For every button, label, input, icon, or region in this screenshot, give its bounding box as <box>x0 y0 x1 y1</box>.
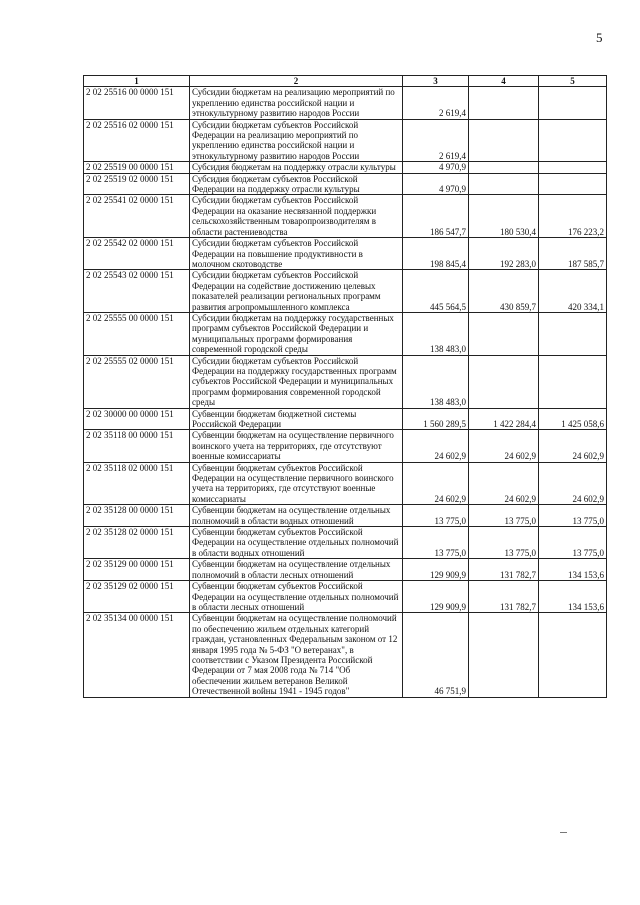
row-amount-col5-cell <box>539 87 607 119</box>
row-code-cell: 2 02 35129 02 0000 151 <box>84 581 190 613</box>
table-row <box>84 559 607 581</box>
row-amount-col4-cell <box>469 613 539 697</box>
row-description-cell: Субсидии бюджетам субъектов Российской Федерации на реализацию мероприятий по укреплению единства российской нации и этнокультурному развитию народов России <box>190 119 403 162</box>
row-amount-col3-cell: 1 560 289,5 <box>403 408 469 430</box>
row-amount-col3-cell: 138 483,0 <box>403 312 469 355</box>
row-code-cell: 2 02 25516 02 0000 151 <box>84 119 190 162</box>
row-amount-col5-cell <box>539 119 607 162</box>
row-code-cell: 2 02 35118 02 0000 151 <box>84 462 190 505</box>
row-amount-col5-cell: 24 602,9 <box>539 462 607 505</box>
row-amount-col5-cell: 13 775,0 <box>539 527 607 559</box>
row-code-cell: 2 02 25555 02 0000 151 <box>84 355 190 408</box>
row-amount-col4-cell: 13 775,0 <box>469 505 539 527</box>
row-amount-col3-cell: 13 775,0 <box>403 527 469 559</box>
table-row <box>84 162 607 173</box>
row-amount-col3-cell: 138 483,0 <box>403 355 469 408</box>
row-description-cell: Субвенции бюджетам бюджетной системы Российской Федерации <box>190 408 403 430</box>
page-number: 5 <box>596 30 603 45</box>
row-code-cell: 2 02 25519 02 0000 151 <box>84 173 190 195</box>
table-row <box>84 462 607 505</box>
row-description-cell: Субсидии бюджетам на поддержку государственных программ субъектов Российской Федерации и муниципальных программ формирования современной городской среды <box>190 312 403 355</box>
row-amount-col3-cell: 198 845,4 <box>403 238 469 270</box>
row-amount-col5-cell: 13 775,0 <box>539 505 607 527</box>
row-amount-col5-cell: 24 602,9 <box>539 430 607 462</box>
row-amount-col3-cell: 445 564,5 <box>403 270 469 313</box>
row-description-cell: Субвенции бюджетам на осуществление полномочий по обеспечению жильем отдельных категорий граждан, установленных Федеральным законом от 12 января 1995 года № 5-ФЗ "О ветеранах", в соответствии с Указом Президента Российской Федерации от 7 мая 2008 года № 714 "Об обеспечении жильем ветеранов Великой Отечественной войны 1941 - 1945 годов" <box>190 613 403 697</box>
table-row <box>84 527 607 559</box>
row-code-cell: 2 02 25555 00 0000 151 <box>84 312 190 355</box>
column-header-3: 3 <box>403 76 469 87</box>
row-amount-col4-cell <box>469 162 539 173</box>
row-amount-col4-cell <box>469 312 539 355</box>
row-description-cell: Субсидии бюджетам субъектов Российской Федерации на оказание несвязанной поддержки сельскохозяйственным товаропроизводителям в области растениеводства <box>190 195 403 238</box>
row-amount-col4-cell: 192 283,0 <box>469 238 539 270</box>
table-row <box>84 408 607 430</box>
row-amount-col5-cell <box>539 162 607 173</box>
row-amount-col4-cell: 13 775,0 <box>469 527 539 559</box>
row-description-cell: Субсидии бюджетам субъектов Российской Федерации на содействие достижению целевых показателей реализации региональных программ развития агропромышленного комплекса <box>190 270 403 313</box>
row-amount-col4-cell: 131 782,7 <box>469 559 539 581</box>
column-header-4: 4 <box>469 76 539 87</box>
budget-table <box>83 75 607 698</box>
table-row <box>84 270 607 313</box>
table-row <box>84 312 607 355</box>
row-description-cell: Субвенции бюджетам на осуществление отдельных полномочий в области лесных отношений <box>190 559 403 581</box>
row-amount-col4-cell: 180 530,4 <box>469 195 539 238</box>
table-row <box>84 173 607 195</box>
row-amount-col5-cell: 187 585,7 <box>539 238 607 270</box>
row-description-cell: Субсидия бюджетам на поддержку отрасли культуры <box>190 162 403 173</box>
table-row <box>84 119 607 162</box>
row-description-cell: Субвенции бюджетам субъектов Российской Федерации на осуществление первичного воинского учета на территориях, где отсутствуют военные комиссариаты <box>190 462 403 505</box>
row-description-cell: Субсидия бюджетам субъектов Российской Федерации на поддержку отрасли культуры <box>190 173 403 195</box>
row-amount-col4-cell: 24 602,9 <box>469 430 539 462</box>
row-amount-col5-cell: 420 334,1 <box>539 270 607 313</box>
table-row <box>84 581 607 613</box>
table-row <box>84 430 607 462</box>
row-amount-col4-cell <box>469 119 539 162</box>
row-description-cell: Субвенции бюджетам на осуществление первичного воинского учета на территориях, где отсутствуют военные комиссариаты <box>190 430 403 462</box>
row-amount-col5-cell: 176 223,2 <box>539 195 607 238</box>
row-amount-col3-cell: 129 909,9 <box>403 581 469 613</box>
table-row <box>84 87 607 119</box>
row-amount-col3-cell: 2 619,4 <box>403 119 469 162</box>
header-row <box>84 76 607 87</box>
row-amount-col4-cell: 430 859,7 <box>469 270 539 313</box>
row-amount-col5-cell: 1 425 058,6 <box>539 408 607 430</box>
scan-mark <box>560 832 567 833</box>
row-amount-col3-cell: 4 970,9 <box>403 173 469 195</box>
row-amount-col4-cell: 24 602,9 <box>469 462 539 505</box>
row-description-cell: Субсидии бюджетам субъектов Российской Федерации на повышение продуктивности в молочном скотоводстве <box>190 238 403 270</box>
table-row <box>84 505 607 527</box>
column-header-5: 5 <box>539 76 607 87</box>
row-amount-col4-cell: 1 422 284,4 <box>469 408 539 430</box>
row-description-cell: Субвенции бюджетам на осуществление отдельных полномочий в области водных отношений <box>190 505 403 527</box>
table-row <box>84 613 607 697</box>
row-amount-col3-cell: 13 775,0 <box>403 505 469 527</box>
row-description-cell: Субвенции бюджетам субъектов Российской Федерации на осуществление отдельных полномочий в области лесных отношений <box>190 581 403 613</box>
row-amount-col4-cell <box>469 355 539 408</box>
row-amount-col5-cell: 134 153,6 <box>539 581 607 613</box>
row-code-cell: 2 02 30000 00 0000 151 <box>84 408 190 430</box>
table-row <box>84 238 607 270</box>
table-row <box>84 355 607 408</box>
row-amount-col3-cell: 46 751,9 <box>403 613 469 697</box>
row-description-cell: Субсидии бюджетам на реализацию мероприятий по укреплению единства российской нации и этнокультурному развитию народов России <box>190 87 403 119</box>
row-code-cell: 2 02 25516 00 0000 151 <box>84 87 190 119</box>
row-code-cell: 2 02 35128 02 0000 151 <box>84 527 190 559</box>
row-code-cell: 2 02 25519 00 0000 151 <box>84 162 190 173</box>
row-amount-col3-cell: 4 970,9 <box>403 162 469 173</box>
row-code-cell: 2 02 25541 02 0000 151 <box>84 195 190 238</box>
row-amount-col5-cell <box>539 173 607 195</box>
row-amount-col3-cell: 2 619,4 <box>403 87 469 119</box>
table-row <box>84 195 607 238</box>
row-code-cell: 2 02 25542 02 0000 151 <box>84 238 190 270</box>
row-code-cell: 2 02 35128 00 0000 151 <box>84 505 190 527</box>
row-code-cell: 2 02 35118 00 0000 151 <box>84 430 190 462</box>
row-amount-col3-cell: 24 602,9 <box>403 430 469 462</box>
row-amount-col5-cell: 134 153,6 <box>539 559 607 581</box>
row-amount-col5-cell <box>539 355 607 408</box>
row-description-cell: Субсидии бюджетам субъектов Российской Федерации на поддержку государственных программ субъектов Российской Федерации и муниципальных программ формирования современной городской среды <box>190 355 403 408</box>
row-description-cell: Субвенции бюджетам субъектов Российской Федерации на осуществление отдельных полномочий в области водных отношений <box>190 527 403 559</box>
row-amount-col3-cell: 129 909,9 <box>403 559 469 581</box>
row-amount-col4-cell <box>469 173 539 195</box>
row-amount-col5-cell <box>539 613 607 697</box>
row-code-cell: 2 02 25543 02 0000 151 <box>84 270 190 313</box>
column-header-1: 1 <box>84 76 190 87</box>
row-amount-col3-cell: 186 547,7 <box>403 195 469 238</box>
row-code-cell: 2 02 35134 00 0000 151 <box>84 613 190 697</box>
row-amount-col4-cell <box>469 87 539 119</box>
row-code-cell: 2 02 35129 00 0000 151 <box>84 559 190 581</box>
column-header-2: 2 <box>190 76 403 87</box>
row-amount-col5-cell <box>539 312 607 355</box>
row-amount-col3-cell: 24 602,9 <box>403 462 469 505</box>
row-amount-col4-cell: 131 782,7 <box>469 581 539 613</box>
